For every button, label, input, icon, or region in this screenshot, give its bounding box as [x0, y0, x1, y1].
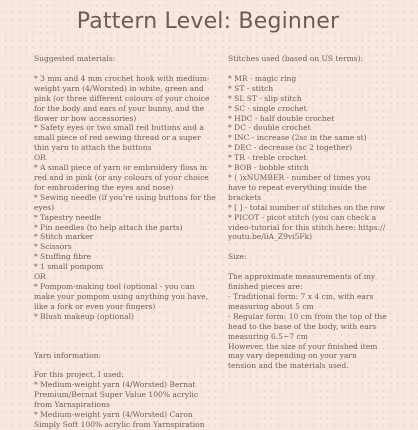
- text-line: * PICOT - picot stitch (you can check a: [228, 212, 377, 222]
- text-line: eyes): [34, 202, 55, 212]
- text-line: For this project, I used:: [34, 370, 124, 380]
- text-line: The approximate measurements of my: [228, 272, 376, 282]
- text-line: finished pieces are:: [228, 282, 303, 292]
- size-list: [228, 272, 418, 371]
- text-line: * Stuffing fibre: [34, 252, 92, 262]
- text-line: like a fork or even your fingers): [34, 301, 156, 311]
- text-line: * DC - double crochet: [228, 123, 311, 133]
- text-line: * Pompom-making tool (optional - you can: [34, 281, 195, 291]
- stitches-heading: Stitches used (based on US terms):: [228, 54, 364, 63]
- text-line: OR: [34, 272, 46, 282]
- text-line: * BOB - bobble stitch: [228, 163, 309, 173]
- text-line: * Tapestry needle: [34, 212, 102, 222]
- text-line: flower or bow accessories): [34, 113, 137, 123]
- text-line: small piece of red sewing thread or a super: [34, 133, 201, 143]
- text-line: * Blush makeup (optional): [34, 311, 134, 321]
- text-line: have to repeat everything inside the: [228, 182, 367, 192]
- text-line: * Medium-weight yarn (4/Worsted) Bernat: [34, 380, 196, 390]
- right-column: [228, 54, 418, 371]
- text-line: * ( )xNUMBER - number of times you: [228, 172, 371, 182]
- text-line: pink (or three different colours of your choice: [34, 93, 210, 103]
- text-line: brackets: [228, 192, 262, 202]
- text-line: * INC - increase (2sc in the same st): [228, 133, 367, 143]
- text-line: * TR - treble crochet: [228, 153, 307, 163]
- text-line: video-tutorial for this stitch here: https://: [228, 222, 386, 232]
- text-line: * MR - magic ring: [228, 73, 297, 83]
- text-line: from Yarnspirations: [34, 400, 110, 410]
- text-line: may vary depending on your yarn: [228, 351, 357, 361]
- text-line: * Medium-weight yarn (4/Worsted) Caron: [34, 410, 193, 420]
- text-line: * Stitch marker: [34, 232, 94, 242]
- text-line: - Traditional form: 7 x 4 cm, with ears: [228, 292, 374, 302]
- stitches-list: [228, 74, 418, 242]
- text-line: Simply Soft 100% acrylic from Yarnspiration: [34, 420, 205, 429]
- yarn-list: [34, 370, 214, 429]
- text-line: * 3 mm and 4 mm crochet hook with medium-: [34, 73, 210, 83]
- text-line: tension and the materials used.: [228, 361, 349, 371]
- text-line: * DEC - decrease (sc 2 together): [228, 143, 353, 153]
- text-line: thin yarn to attach the buttons: [34, 143, 152, 153]
- text-line: - Regular form: 10 cm from the top of the: [228, 311, 387, 321]
- text-line: * Safety eyes or two small red buttons and a: [34, 123, 204, 133]
- text-line: for embroidering the eyes and nose): [34, 182, 174, 192]
- left-column: [34, 54, 214, 430]
- text-line: head to the base of the body, with ears: [228, 321, 377, 331]
- text-line: * ST - stitch: [228, 83, 274, 93]
- text-line: * HDC - half double crochet: [228, 113, 335, 123]
- text-line: red and in pink (or any colours of your choice: [34, 172, 209, 182]
- text-line: for the body and ears of your bunny, and the: [34, 103, 205, 113]
- text-line: Premium/Bernat Super Value 100% acrylic: [34, 390, 199, 400]
- page-title: Pattern Level: Beginner: [76, 9, 340, 34]
- text-line: * [ ] - total number of stitches on the row: [228, 202, 385, 212]
- text-line: measuring 6.5~7 cm: [228, 331, 308, 341]
- text-line: * Pin needles (to help attach the parts): [34, 222, 183, 232]
- text-line: measuring about 5 cm: [228, 301, 314, 311]
- text-line: * SL ST - slip stitch: [228, 93, 302, 103]
- text-line: * SC - single crochet: [228, 103, 307, 113]
- text-line: youtu.be/liA_Z9vi5Fk): [228, 232, 313, 242]
- yarn-heading: Yarn information:: [34, 350, 102, 360]
- text-line: * A small piece of yarn or embroidery floss in: [34, 163, 208, 173]
- text-line: * Scissors: [34, 242, 72, 252]
- materials-list: [34, 74, 214, 322]
- size-heading: Size:: [228, 252, 247, 262]
- text-line: However, the size of your finished item: [228, 341, 378, 351]
- text-line: * Sewing needle (if you're using buttons for the: [34, 192, 216, 202]
- text-line: OR: [34, 153, 46, 163]
- text-line: * 1 small pompom: [34, 262, 104, 272]
- text-line: weight yarn (4/Worsted) in white, green and: [34, 83, 204, 93]
- materials-heading: Suggested materials:: [34, 54, 116, 63]
- text-line: make your pompom using anything you have,: [34, 291, 209, 301]
